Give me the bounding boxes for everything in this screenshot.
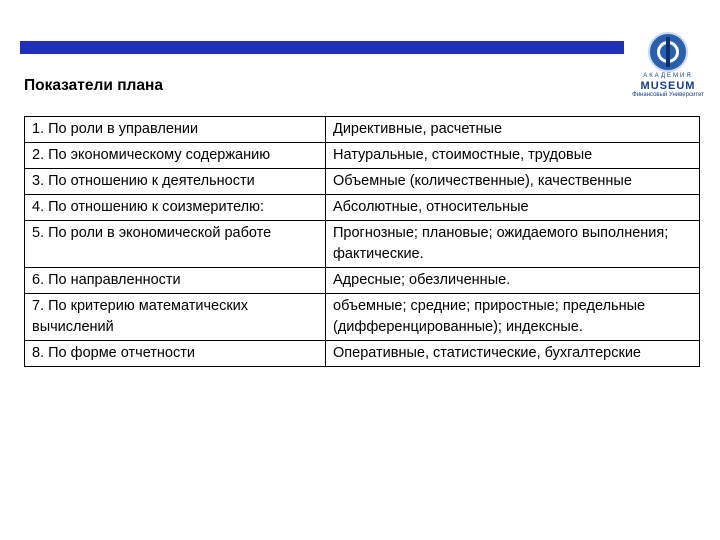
logo-caption-top: АКАДЕМИЯ bbox=[643, 73, 693, 79]
table-row bbox=[25, 221, 700, 268]
table-row bbox=[25, 294, 700, 341]
criterion-cell: 4. По отношению к соизмерителю: bbox=[25, 195, 326, 221]
criterion-cell: 1. По роли в управлении bbox=[25, 117, 326, 143]
table-row bbox=[25, 268, 700, 294]
types-cell: Директивные, расчетные bbox=[326, 117, 700, 143]
types-cell: Адресные; обезличенные. bbox=[326, 268, 700, 294]
types-cell: Прогнозные; плановые; ожидаемого выполнения; фактические. bbox=[326, 221, 700, 268]
table-row bbox=[25, 143, 700, 169]
academy-emblem-icon bbox=[648, 32, 688, 72]
types-cell: объемные; средние; приростные; предельные (дифференцированные); индексные. bbox=[326, 294, 700, 341]
types-cell: Натуральные, стоимостные, трудовые bbox=[326, 143, 700, 169]
table-row bbox=[25, 169, 700, 195]
header-accent-bar bbox=[20, 41, 624, 54]
criterion-cell: 7. По критерию математических вычислений bbox=[25, 294, 326, 341]
table-row bbox=[25, 195, 700, 221]
criterion-cell: 3. По отношению к деятельности bbox=[25, 169, 326, 195]
criterion-cell: 2. По экономическому содержанию bbox=[25, 143, 326, 169]
criterion-cell: 6. По направленности bbox=[25, 268, 326, 294]
criterion-cell: 5. По роли в экономической работе bbox=[25, 221, 326, 268]
plan-indicators-table bbox=[24, 116, 700, 367]
criterion-cell: 8. По форме отчетности bbox=[25, 341, 326, 367]
types-cell: Оперативные, статистические, бухгалтерские bbox=[326, 341, 700, 367]
page-title: Показатели плана bbox=[24, 77, 164, 94]
table-row bbox=[25, 117, 700, 143]
types-cell: Объемные (количественные), качественные bbox=[326, 169, 700, 195]
academy-logo bbox=[632, 32, 704, 102]
table-row bbox=[25, 341, 700, 367]
types-cell: Абсолютные, относительные bbox=[326, 195, 700, 221]
logo-caption-bottom: Финансовый Университет bbox=[632, 92, 704, 98]
logo-caption-main: MUSEUM bbox=[640, 80, 696, 92]
